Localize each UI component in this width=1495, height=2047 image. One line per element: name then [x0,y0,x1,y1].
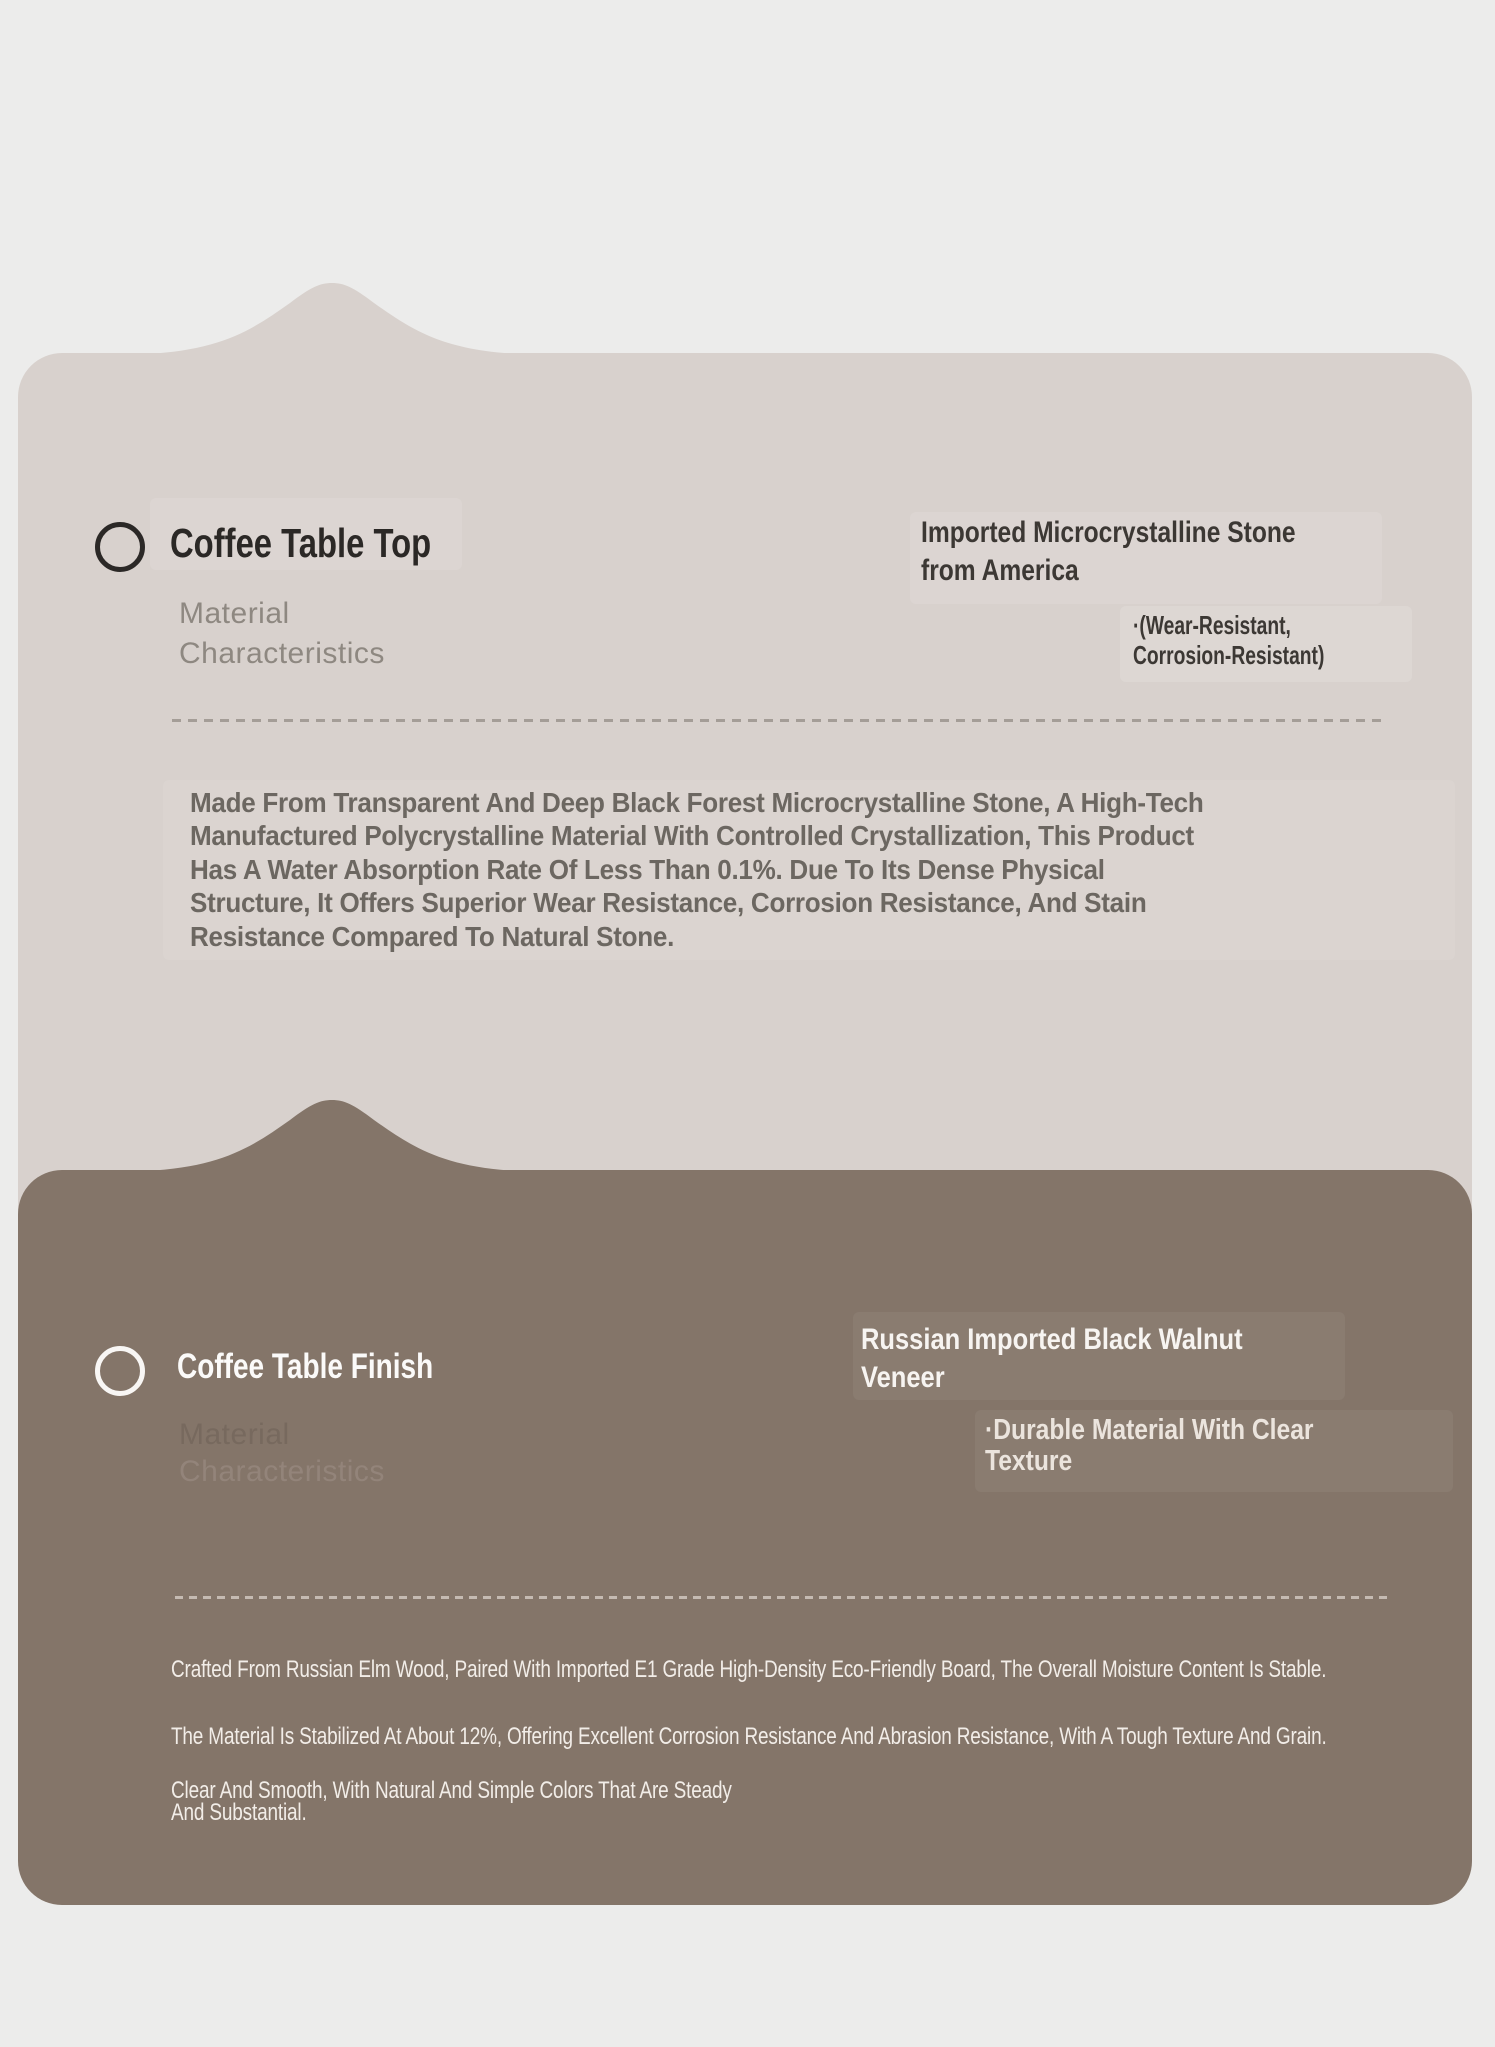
paragraph-line: Made From Transparent And Deep Black Forest Microcrystalline Stone, A High-Tech [190,787,1204,818]
bottom-description-line [171,1658,1495,1682]
tagline-line: ·(Wear-Resistant, [1133,610,1291,640]
bottom-section-title [177,1347,497,1387]
tagline-line: Corrosion-Resistant) [1133,640,1325,670]
bottom-material-characteristics-label [179,1416,385,1490]
paragraph-line: The Material Is Stabilized At About 12%, Offering Excellent Corrosion Resistance And Abrasion Resistance, With A Tough Texture And Grain. [171,1723,1327,1750]
paragraph-line: Clear And Smooth, With Natural And Simple Colors That Are Steady [171,1777,732,1804]
top-section-title-text: Coffee Table Top [170,520,432,566]
bottom-description-line [171,1725,1495,1749]
material-label-line: Characteristics [179,1455,385,1488]
tagline-line: ·Durable Material With Clear [985,1414,1314,1446]
top-section-title [170,521,496,565]
heading-line: Veneer [861,1361,945,1394]
tagline-line: Texture [985,1445,1073,1477]
paragraph-line: Resistance Compared To Natural Stone. [190,920,675,952]
circle-icon [95,1346,145,1396]
top-material-tagline [1133,610,1392,670]
top-card-bump-shape [18,282,1472,354]
bottom-material-heading [861,1321,1310,1397]
bottom-description-line [171,1801,343,1825]
paragraph-line: Crafted From Russian Elm Wood, Paired With Imported E1 Grade High-Density Eco-Friendly Board, The Overall Moisture Content Is Stable. [171,1656,1327,1683]
material-label-line: Material [179,1418,290,1451]
circle-icon [95,522,145,572]
top-description-paragraph [190,786,1280,953]
bottom-section-title-text: Coffee Table Finish [177,1347,434,1386]
paragraph-line: Has A Water Absorption Rate Of Less Than 0.1%. Due To Its Dense Physical [190,853,1105,885]
material-label-line: Material [179,597,290,630]
paragraph-line: Manufactured Polycrystalline Material With Controlled Crystallization, This Product [190,820,1194,852]
material-label-line: Characteristics [179,637,385,670]
dashed-divider [172,719,1388,722]
paragraph-line: Structure, It Offers Superior Wear Resistance, Corrosion Resistance, And Stain [190,887,1147,919]
top-material-heading [921,514,1378,590]
heading-line: Imported Microcrystalline Stone [921,516,1296,549]
heading-line: Russian Imported Black Walnut [861,1323,1243,1356]
dashed-divider [175,1596,1387,1599]
bottom-material-tagline [985,1415,1372,1477]
heading-line: from America [921,554,1079,587]
paragraph-line: And Substantial. [171,1799,307,1826]
top-material-characteristics-label [179,594,385,674]
bottom-card-bump-shape [18,1099,1472,1171]
